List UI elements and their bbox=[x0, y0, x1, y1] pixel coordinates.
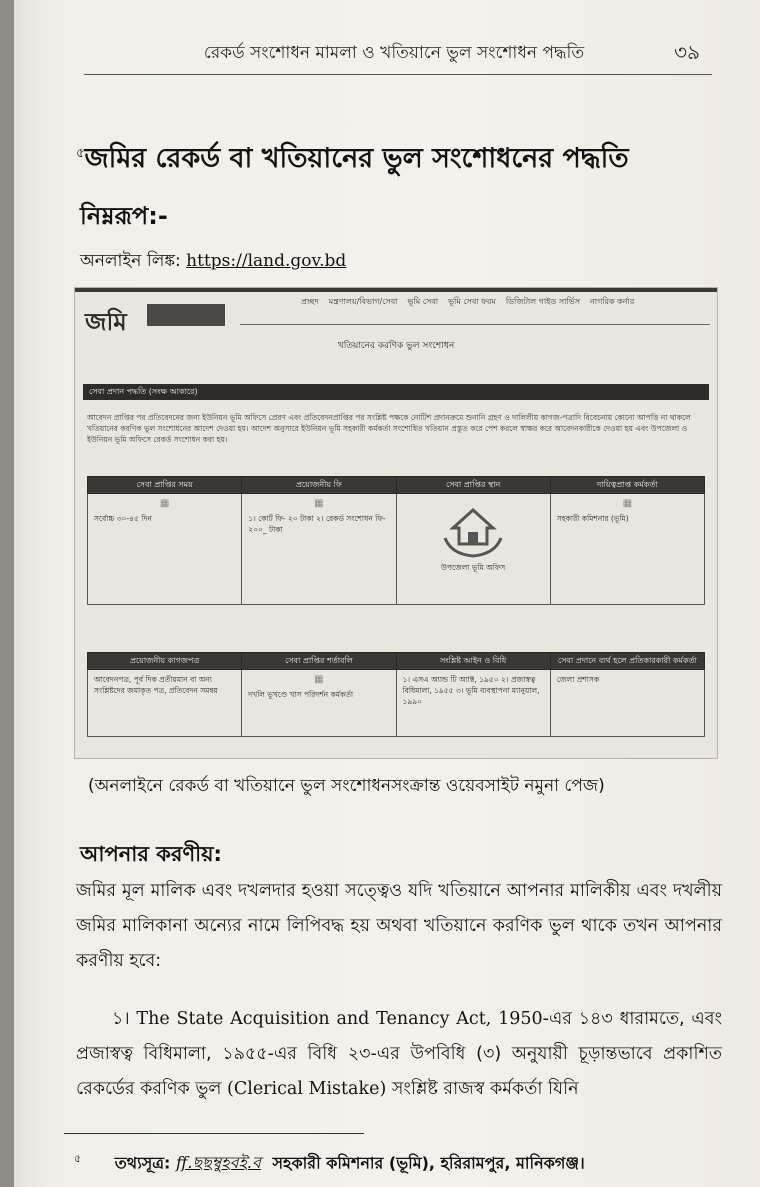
item-text-b: সংশ্লিষ্ট রাজস্ব কর্মকর্তা যিনি bbox=[391, 1079, 579, 1099]
header-rule bbox=[84, 74, 712, 75]
site-nav-item[interactable]: ডিজিটাল গাইড সার্ভিস bbox=[505, 297, 580, 306]
website-screenshot bbox=[74, 287, 718, 759]
service-place: উপজেলা ভূমি অফিস bbox=[441, 563, 506, 572]
broken-image-icon: ▦ bbox=[314, 674, 324, 685]
table-header: প্রয়োজনীয় কাগজপত্র bbox=[88, 653, 242, 670]
broken-image-icon: ▦ bbox=[159, 498, 170, 509]
broken-image-icon: ▦ bbox=[622, 498, 633, 509]
site-nav-rule bbox=[240, 324, 710, 325]
table-header: সেবা প্রদানে ব্যর্থ হলে প্রতিকারকারী কর্মকর্তা bbox=[550, 653, 704, 670]
table-cell-documents: আবেদনপত্র, পূর্ব দিক প্রতীয়মান বা অন্য সংশ্লিষ্টদের জমাকৃত পত্র, প্রতিবেদন সমন্বয় bbox=[88, 670, 242, 737]
table-header-row bbox=[88, 653, 705, 670]
site-logo-badge bbox=[147, 304, 225, 326]
numbered-paragraph bbox=[76, 1002, 722, 1107]
figure-caption: (অনলাইনে রেকর্ড বা খতিয়ানে ভুল সংশোধনসংক্রান্ত ওয়েবসাইট নমুনা পেজ) bbox=[88, 776, 605, 796]
site-section-bar: সেবা প্রদান পদ্ধতি (সংক্ষ আকারে) bbox=[83, 384, 709, 400]
site-top-bar bbox=[75, 288, 717, 292]
act-name: The State Acquisition and Tenancy Act, 1950 bbox=[136, 1009, 543, 1029]
footnote bbox=[74, 1150, 585, 1177]
book-page bbox=[14, 0, 760, 1187]
page-number: ৩৯ bbox=[674, 40, 700, 64]
service-officer: সহকারী কমিশনার (ভূমি) bbox=[556, 514, 629, 523]
table-cell-appeal: জেলা প্রশাসক bbox=[550, 670, 704, 737]
footnote-marker: ৫ bbox=[76, 146, 85, 161]
table-header: সেবা প্রাপ্তির সময় bbox=[88, 477, 242, 494]
site-nav-item[interactable]: মন্ত্রণালয়/বিভাগ/সেবা bbox=[328, 297, 398, 306]
table-cell-time bbox=[88, 494, 242, 605]
chapter-title bbox=[76, 138, 736, 183]
site-nav-item[interactable]: নাগরিক কর্নার bbox=[589, 297, 635, 306]
subheading: নিম্নরূপ:- bbox=[80, 202, 168, 230]
table-cell-fee bbox=[242, 494, 396, 605]
site-page-title: খতিয়ানের করণিক ভুল সংশোধন bbox=[337, 341, 455, 351]
site-description: আবেদন প্রাপ্তির পর প্রতিবেদনের জন্য ইউনিয়ন ভূমি অফিসে প্রেরণ এবং প্রতিবেদনপ্রাপ্তির পর সংশ্লিষ্ট পক্ষকে নোটিশ প্রদানক্রমে শুনানি গ্রহণ ও দালিলীয় কাগজ-পত্রাদি বিবেচনায় কোনো আপত্তি না থাকলে খতিয়ানের করণিক ভুল সংশোধনের আদেশ দেওয়া হয়। আদেশ অনুসারে ইউনিয়ন ভূমি সহকারী কর্মকর্তা সংশোধিত খতিয়ান প্রস্তুত করে পেশ করলে স্বাক্ষর করে আবেদনকারীকে দেওয়া হয় এবং উপজেলা ও ইউনিয়ন ভূমি অফিসে রেকর্ড সংশোধন করা হয়। bbox=[87, 413, 691, 444]
service-conditions: দখলি ভূখণ্ডে খাস পরিদর্শন কর্মকর্তা bbox=[248, 690, 354, 699]
requirements-table bbox=[87, 652, 705, 737]
table-cell-conditions bbox=[242, 670, 396, 737]
table-header: দায়িত্বপ্রাপ্ত কর্মকর্তা bbox=[550, 477, 704, 494]
site-nav bbox=[301, 296, 634, 309]
chapter-title-text: জমির রেকর্ড বা খতিয়ানের ভুল সংশোধনের পদ্ধতি bbox=[84, 143, 629, 174]
item-number: ১। bbox=[112, 1009, 130, 1029]
service-info-table bbox=[87, 476, 705, 605]
site-nav-item[interactable]: প্রচ্ছদ bbox=[301, 297, 319, 306]
table-header: সংশ্লিষ্ট আইন ও বিধি bbox=[396, 653, 550, 670]
table-header: প্রয়োজনীয় ফি bbox=[242, 477, 396, 494]
item-text-a: -এর ১৪৩ ধারামতে, এবং প্রজাস্বত্ব বিধিমালা, ১৯৫৫-এর বিধি ২৩-এর উপবিধি (৩) অনুযায়ী চূড়ান্তভাবে প্রকাশিত রেকর্ডের করণিক ভুল bbox=[76, 1009, 722, 1099]
table-row bbox=[88, 494, 705, 605]
body-paragraph: জমির মূল মালিক এবং দখলদার হওয়া সত্ত্বেও যদি খতিয়ানে আপনার মালিকীয় এবং দখলীয় জমির মালিকানা অন্যের নামে লিপিবদ্ধ হয় অথবা খতিয়ানে করণিক ভুল থাকে তখন আপনার করণীয় হবে: bbox=[76, 881, 722, 971]
site-logo-word: জমি bbox=[85, 308, 127, 336]
table-cell-laws: ১। এসএ অ্যান্ড টি অ্যাক্ট, ১৯৫০ ২। প্রজাস্বত্ব বিধিমালা, ১৯৫৫ ৩। ভূমি ব্যবস্থাপনা ম্যানুয়াল, ১৯৯০ bbox=[396, 670, 550, 737]
section-title: আপনার করণীয়: bbox=[80, 842, 222, 866]
site-nav-item[interactable]: ভূমি সেবা bbox=[407, 297, 439, 306]
site-nav-item[interactable]: ভূমি সেবা ফরম bbox=[448, 297, 496, 306]
online-link-label: অনলাইন লিঙ্ক: bbox=[80, 251, 181, 271]
table-cell-officer bbox=[550, 494, 704, 605]
table-cell-place bbox=[396, 494, 550, 605]
footnote-label: তথ্যসূত্র: bbox=[114, 1153, 171, 1173]
table-header: সেবা প্রাপ্তির স্থান bbox=[396, 477, 550, 494]
signature: ff.ছছম্বুহবই.ব bbox=[176, 1153, 261, 1173]
service-fee: ১। কোর্ট ফি- ২০ টাকা ২। রেকর্ড সংশোধন ফি- ২০০_ টাকা bbox=[248, 514, 386, 534]
online-link-url[interactable]: https://land.gov.bd bbox=[186, 251, 347, 271]
running-head: রেকর্ড সংশোধন মামলা ও খতিয়ানে ভুল সংশোধন পদ্ধতি bbox=[203, 43, 585, 63]
broken-image-icon: ▦ bbox=[314, 498, 324, 509]
online-link-line bbox=[80, 248, 346, 276]
table-header-row bbox=[88, 477, 705, 494]
table-header: সেবা প্রাপ্তির শর্তাবলি bbox=[242, 653, 396, 670]
footnote-number: ৫ bbox=[74, 1152, 82, 1165]
land-office-icon bbox=[441, 504, 505, 560]
footnote-rule bbox=[64, 1133, 364, 1134]
clerical-mistake: (Clerical Mistake) bbox=[227, 1079, 387, 1099]
footnote-text: সহকারী কমিশনার (ভূমি), হরিরামপুর, মানিকগঞ্জ। bbox=[272, 1153, 585, 1173]
service-time: সর্বোচ্চ ৩০-৪৫ দিন bbox=[94, 514, 152, 523]
table-row bbox=[88, 670, 705, 737]
